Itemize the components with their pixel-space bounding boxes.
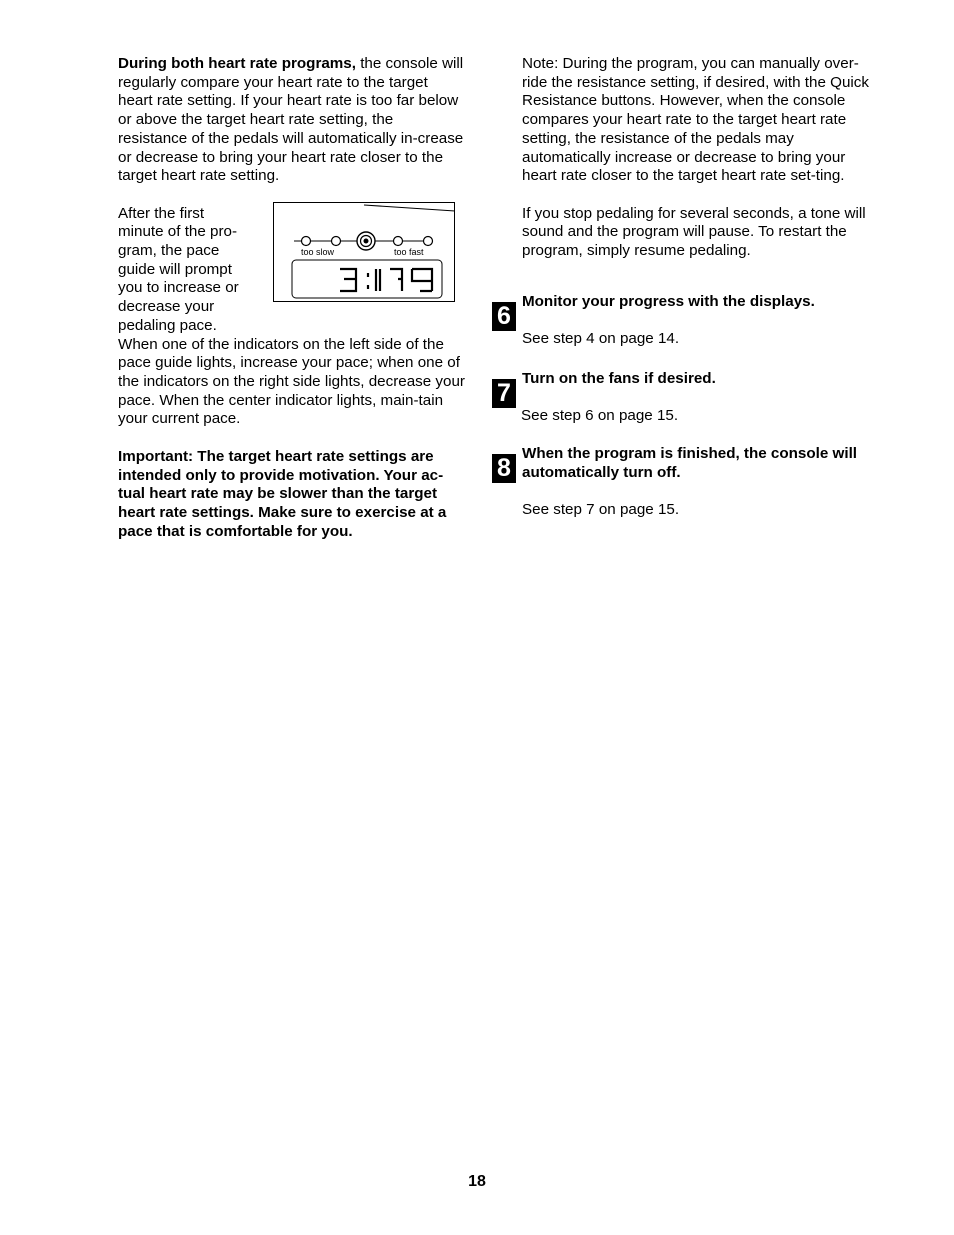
pace-guide-block	[118, 205, 466, 336]
step-7-heading: Turn on the fans if desired.	[522, 370, 716, 387]
pace-guide-instructions: When one of the indicators on the left side of the pace guide lights, increase your pace; when one of the indicators on the right side lights, decrease your pace. When the center indicator lights, main-tain your current pace.	[118, 335, 465, 428]
display-digits	[340, 269, 432, 291]
override-note: Note: During the program, you can manually over-ride the resistance setting, if desired, with the Quick Resistance buttons. However, when the console compares your heart rate to the target heart rate setting, the resistance of the pedals may automatically increase or decrease to bring your heart rate closer to the target heart rate set-ting.	[522, 55, 869, 185]
pace-guide-illustration	[274, 203, 456, 303]
indicator-right-outer	[424, 236, 433, 245]
heart-rate-programs-lead: During both heart rate programs,	[118, 55, 356, 72]
step-8-heading: When the program is finished, the console will automatically turn off.	[522, 445, 858, 481]
step-8-body: See step 7 on page 15.	[522, 501, 680, 518]
page-number: 18	[468, 1173, 486, 1190]
step-6-number: 6	[492, 302, 516, 331]
step-6-body: See step 4 on page 14.	[522, 330, 680, 347]
step-8-number: 8	[492, 454, 516, 483]
too-slow-label: too slow	[301, 246, 335, 257]
right-column	[522, 55, 872, 261]
pace-guide-intro: After the first minute of the pro-gram, the pace guide will prompt you to increase or decrease your pedaling pace.	[118, 204, 239, 334]
step-7-number: 7	[492, 379, 516, 408]
step-6-heading: Monitor your progress with the displays.	[522, 293, 815, 310]
step-7-body: See step 6 on page 15.	[521, 407, 679, 424]
indicator-left-inner	[332, 236, 341, 245]
left-column	[118, 55, 466, 541]
too-fast-label: too fast	[394, 246, 424, 257]
heart-rate-programs-text: the console will regularly compare your heart rate to the target heart rate setting. If your heart rate is too far below or above the target heart rate setting, the resistance of the pedals will automatically in-crease or decrease to bring your heart rate closer to the target heart rate setting.	[118, 55, 464, 185]
indicator-left-outer	[302, 236, 311, 245]
pace-guide-figure	[273, 202, 455, 302]
pause-note: If you stop pedaling for several seconds, a tone will sound and the program will pause. To restart the program, simply resume pedaling.	[522, 204, 866, 260]
indicator-right-inner	[394, 236, 403, 245]
heart-rate-programs-paragraph	[118, 55, 466, 186]
important-note: Important: The target heart rate settings are intended only to provide motivation. Your ac-tual heart rate may be slower than the target heart rate settings. Make sure to exercise at a pace that is comfortable for you.	[118, 447, 447, 540]
